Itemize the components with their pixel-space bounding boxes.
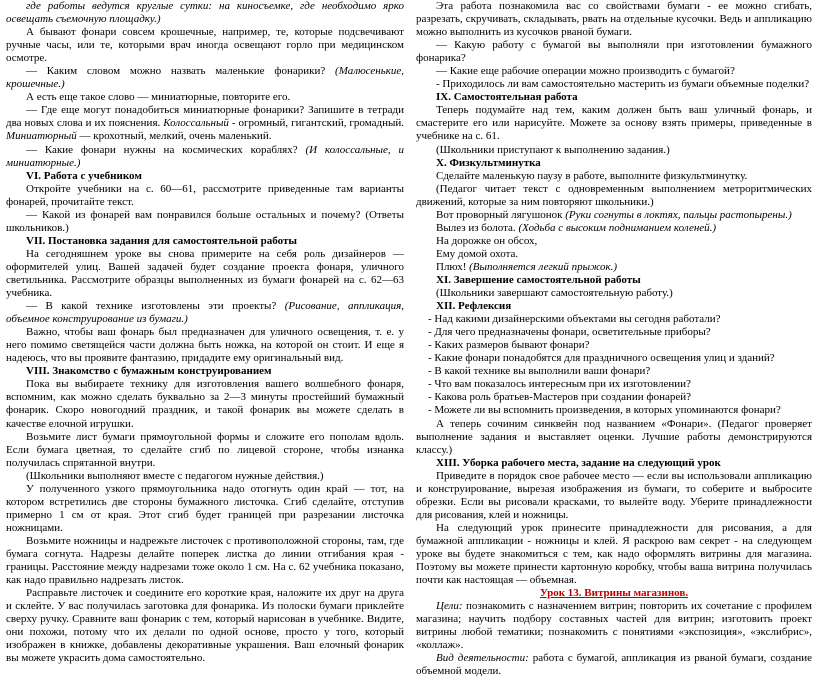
paragraph — [416, 339, 812, 352]
paragraph — [416, 91, 812, 104]
text-run: XIII. Уборка рабочего места, задание на следующий урок — [436, 456, 721, 469]
paragraph — [416, 470, 812, 522]
text-run: Пока вы выбираете технику для изготовления вашего волшебного фонаря, вспомним, как можно сделать буквально за 2—3 минуты простейший бумажный фонарик. Скоро новогодний праздник, и такой фонарик вы можете сделать в качестве елочной игрушки. — [6, 378, 404, 430]
text-run: - Можете ли вы вспомнить произведения, в которых упоминаются фонари? — [428, 404, 781, 417]
text-run: Цели: — [436, 600, 463, 613]
text-run: Сделайте маленькую паузу в работе, выполните физкультминутку. — [436, 169, 748, 182]
text-run: (Малюсенькие, крошечные.) — [6, 65, 404, 91]
paragraph — [416, 652, 812, 678]
paragraph — [6, 378, 404, 430]
text-run: Вылез из болота. — [436, 221, 519, 234]
text-run: Эта работа познакомила вас со свойствами бумаги - ее можно сгибать, разрезать, скручивать, складывать, рвать на отдельные кусочки. Ведь и аппликацию можно выполнить из кусочков рваной бумаги. — [416, 0, 812, 39]
paragraph — [416, 600, 812, 652]
text-run: XII. Рефлексия — [436, 300, 512, 313]
paragraph — [416, 235, 812, 248]
text-run: У полученного узкого прямоугольника надо отогнуть один край — тот, на котором встретились две стороны бумажного листочка. Сгиб сделайте, отступив примерно 1 см от края. Этот сгиб будет границей при разрезании листочка ножницами. — [6, 482, 404, 534]
text-run: А бывают фонари совсем крошечные, например, те, которые подсвечивают ручные часы, или те, которыми врач иногда освещают горло при медицинском осмотре. — [6, 26, 404, 65]
text-run: Расправьте листочек и соедините его короткие края, наложите их друг на друга и склейте. У вас получилась заготовка для фонарика. Из полоски бумаги приклейте сверху ручку. Сравните ваш фонарик с тем, который нарисован в учебнике. Видите, они похожи, потому что их делали по одной основе, просто у того, который изображен в книжке, добавлены декоративные украшения. Ваш елочный фонарик вы можете украсить дома самостоятельно. — [6, 587, 404, 665]
paragraph — [416, 587, 812, 600]
paragraph — [6, 170, 404, 183]
paragraph — [6, 26, 404, 65]
text-run: где работы ведутся круглые сутки: на киносъемке, где необходимо ярко освещать съемочную площадку.) — [6, 0, 404, 26]
paragraph — [416, 391, 812, 404]
paragraph — [6, 209, 404, 235]
paragraph — [416, 78, 812, 91]
text-run: На сегодняшнем уроке вы снова примерите на себя роль дизайнеров — оформителей улиц. Вашей задачей будет создание проекта фонаря, уличного светильника. Рассмотрите образцы выполненных из бумаги фонарей на с. 62—63 учебника. — [6, 247, 404, 300]
paragraph — [416, 522, 812, 587]
text-run: Вот проворный лягушонок — [436, 208, 566, 221]
paragraph — [416, 222, 812, 235]
paragraph — [416, 326, 812, 339]
text-run: (Руки согнуты в локтях, пальцы растопырены.) — [565, 208, 792, 221]
text-run: работа с бумагой, аппликация из рваной бумаги, создание объемной модели. — [416, 652, 813, 678]
paragraph — [416, 274, 812, 287]
paragraph — [6, 365, 404, 378]
paragraph — [6, 248, 404, 300]
paragraph — [416, 170, 812, 183]
paragraph — [416, 157, 812, 170]
paragraph — [416, 104, 812, 143]
paragraph — [6, 587, 404, 665]
paragraph — [416, 261, 812, 274]
text-run: - Что вам показалось интересным при их изготовлении? — [428, 378, 691, 391]
paragraph — [6, 235, 404, 248]
text-run: Миниатюрный — [6, 130, 77, 143]
text-run: На следующий урок принесите принадлежности для рисования, а для бумажной аппликации - ножницы и клей. Я раскрою вам секрет - на следующем уроке вы будете знакомиться с тем, как надо оформлять витрины для магазина. Поэтому вы можете принести картонную коробку, чтобы ваша витрина получилась почти как настоящая — объемная. — [416, 521, 812, 587]
text-run: (Ходьба с высоким подниманием коленей.) — [518, 221, 717, 234]
text-run: — Какие фонари нужны на космических кораблях? — [26, 143, 306, 156]
text-run: А теперь сочиним синквейн под названием «Фонари». (Педагог проверяет выполнение задания и выставляет оценки. Лучшие работы демонстрируются классу.) — [416, 417, 812, 456]
paragraph — [6, 483, 404, 535]
paragraph — [416, 404, 812, 417]
text-run: - Каких размеров бывают фонари? — [428, 339, 590, 352]
paragraph — [416, 300, 812, 313]
text-run: (Школьники завершают самостоятельную работу.) — [436, 287, 673, 300]
paragraph — [6, 431, 404, 470]
text-run: А есть еще такое слово — миниатюрные, повторите его. — [26, 91, 291, 104]
paragraph — [416, 248, 812, 261]
paragraph — [416, 144, 812, 157]
paragraph — [416, 39, 812, 65]
text-run: — Какие еще рабочие операции можно производить с бумагой? — [436, 65, 735, 78]
text-run: Ему домой охота. — [436, 247, 519, 260]
paragraph — [416, 457, 812, 470]
left-text-column — [6, 0, 404, 665]
text-run: - Какие фонари понадобятся для праздничного освещения улиц и зданий? — [428, 352, 775, 365]
paragraph — [6, 535, 404, 587]
text-run: (Выполняется легкий прыжок.) — [469, 260, 618, 273]
paragraph — [6, 65, 404, 91]
paragraph — [6, 91, 404, 104]
paragraph — [6, 104, 404, 143]
text-run: Важно, чтобы ваш фонарь был предназначен для уличного освещения, т. е. у него помимо светящейся части должна быть ножка, на которой он стоит. И еще я надеюсь, что вы проявите фантазию, придадите ему оригинальный вид. — [6, 326, 404, 365]
text-run: - Для чего предназначены фонари, осветительные приборы? — [428, 326, 711, 339]
text-run: Откройте учебники на с. 60—61, рассмотрите приведенные там варианты фонарей, прочитайте текст. — [6, 182, 404, 208]
text-run: — крохотный, мелкий, очень маленький. — [76, 130, 272, 143]
paragraph — [416, 183, 812, 209]
paragraph — [416, 65, 812, 78]
paragraph — [416, 378, 812, 391]
text-run: - огромный, гигантский, громадный. — [228, 117, 404, 130]
text-run: Теперь подумайте над тем, каким должен быть ваш уличный фонарь, и смастерите его или нарисуйте. Можете за основу взять примеры, приведенные в учебнике на с. 61. — [416, 104, 812, 143]
paragraph — [416, 352, 812, 365]
text-run: Колоссальный — [163, 117, 229, 130]
text-run: X. Физкультминутка — [436, 156, 541, 169]
paragraph — [6, 144, 404, 170]
text-run: VI. Работа с учебником — [26, 169, 142, 182]
text-run: - Приходилось ли вам самостоятельно мастерить из бумаги объемные поделки? — [436, 78, 810, 91]
text-run: VII. Постановка задания для самостоятельной работы — [26, 234, 297, 247]
text-run: Плюх! — [436, 260, 470, 273]
text-run: (Педагог читает текст с одновременным выполнением метроритмических движений, которые за ним повторяют школьники.) — [416, 182, 812, 208]
paragraph — [416, 313, 812, 326]
paragraph — [6, 300, 404, 326]
text-run: (Школьники приступают к выполнению задания.) — [436, 143, 670, 156]
text-run: На дорожке он обсох, — [436, 234, 538, 247]
text-run: VIII. Знакомство с бумажным конструированием — [26, 365, 272, 378]
text-run: — Каким словом можно назвать маленькие фонарики? — [26, 65, 336, 78]
text-run: (Рисование, аппликация, объемное конструирование из бумаги.) — [6, 300, 405, 326]
paragraph — [416, 0, 812, 39]
text-run: - Какова роль братьев-Мастеров при создании фонарей? — [428, 391, 691, 404]
paragraph — [6, 326, 404, 365]
text-run: — Где еще могут понадобиться миниатюрные фонарики? Запишите в тетради два новых слова и их пояснения. — [6, 104, 404, 130]
text-run: IX. Самостоятельная работа — [436, 91, 578, 104]
paragraph — [416, 287, 812, 300]
text-run: XI. Завершение самостоятельной работы — [436, 273, 641, 286]
paragraph — [416, 418, 812, 457]
paragraph — [6, 0, 404, 26]
text-run: — Какой из фонарей вам понравился больше остальных и почему? (Ответы школьников.) — [6, 208, 404, 234]
text-run: - В какой технике вы выполнили ваши фонари? — [428, 365, 651, 378]
text-run: - Над какими дизайнерскими объектами вы сегодня работали? — [428, 313, 721, 326]
paragraph — [416, 365, 812, 378]
text-run: познакомить с назначением витрин; повторить их сочетание с профилем магазина; научить подбору составных частей для витрин; изготовить проект витрины любой тематики; познакомить с понятиями «экспозиция», «экслибрис», «коллаж». — [416, 600, 812, 652]
paragraph — [6, 470, 404, 483]
text-run: Возьмите лист бумаги прямоугольной формы и сложите его пополам вдоль. Если бумага цветная, то сделайте сгиб по лицевой стороне, чтобы изнанка получилась спрятанной внутри. — [6, 430, 404, 469]
text-run: Урок 13. Витрины магазинов. — [539, 587, 689, 600]
paragraph — [6, 183, 404, 209]
text-run: (И колоссальные, и миниатюрные.) — [6, 143, 405, 169]
right-text-column — [416, 0, 812, 678]
text-run: — В какой технике изготовлены эти проекты? — [26, 300, 285, 313]
text-run: Возьмите ножницы и надрежьте листочек с противоположной стороны, там, где бумага согнута. Надрезы делайте поперек листка до линии отгибания края - границы. Расстояние между надрезами тоже около 1 см. На с. 62 учебника показано, как надо правильно надрезать листок. — [6, 534, 404, 587]
text-run: — Какую работу с бумагой вы выполняли при изготовлении бумажного фонарика? — [416, 39, 812, 65]
text-run: Приведите в порядок свое рабочее место — если вы использовали аппликацию и конструирование, вырезая изображения из бумаги, то соберите и выбросите обрезки. Если вы рисовали красками, то вылейте воду. Уберите принадлежности для рисования, клей и ножницы. — [416, 469, 812, 521]
text-run: Вид деятельности: — [436, 652, 529, 665]
text-run: (Школьники выполняют вместе с педагогом нужные действия.) — [26, 469, 324, 482]
paragraph — [416, 209, 812, 222]
